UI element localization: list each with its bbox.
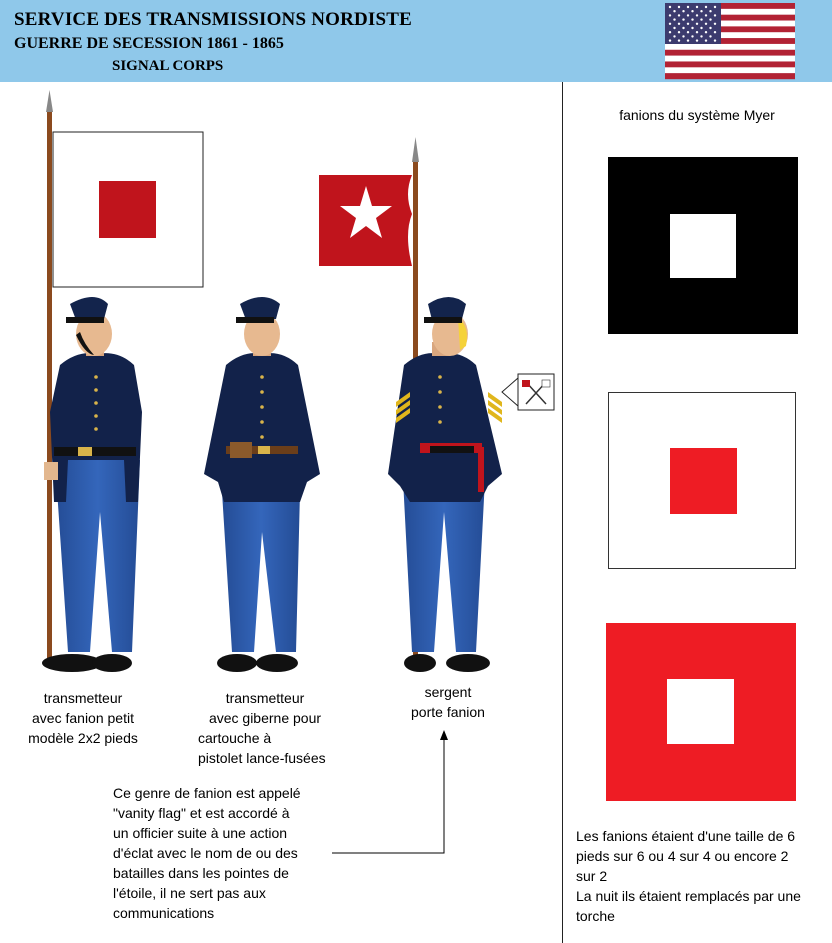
myer-flag-black-center: [670, 214, 736, 278]
column-divider: [562, 82, 563, 943]
myer-title: fanions du système Myer: [619, 107, 775, 123]
corps-label: SIGNAL CORPS: [112, 58, 224, 74]
small-flag-red-square: [99, 181, 156, 238]
pointer-arrow: [330, 728, 460, 858]
page-subtitle: GUERRE DE SECESSION 1861 - 1865: [14, 35, 284, 52]
soldier-with-cartridge-box: [204, 297, 320, 672]
myer-description: Les fanions étaient d'une taille de 6 pieds sur 6 ou 4 sur 4 ou encore 2 sur 2 La nuit ils étaient remplacés par une torche: [576, 828, 801, 924]
caption-soldier-1: transmetteur avec fanion petit modèle 2x2 pieds: [28, 690, 138, 746]
caption-soldier-2: transmetteur avec giberne pour cartouche à pistolet lance-fusées: [198, 690, 326, 766]
caption-soldier-3: sergent porte fanion: [411, 684, 485, 720]
myer-flag-red: [606, 623, 796, 801]
sergeant-flag-bearer: [319, 137, 554, 672]
soldiers-illustration: [0, 82, 562, 782]
myer-flag-black: [608, 157, 798, 334]
vanity-flag-note: Ce genre de fanion est appelé "vanity flag" et est accordé à un officier suite à une action d'éclat avec le nom de ou des batailles dans les pointes de l'étoile, il ne sert pas aux communications: [113, 785, 301, 921]
page-title: SERVICE DES TRANSMISSIONS NORDISTE: [14, 9, 413, 30]
myer-flag-red-center: [667, 679, 734, 744]
myer-flag-white-center: [670, 448, 737, 514]
header-banner: [0, 0, 832, 82]
us-flag-icon: [665, 3, 795, 79]
myer-flag-white: [608, 392, 796, 569]
soldier-with-small-flag: [42, 90, 203, 672]
